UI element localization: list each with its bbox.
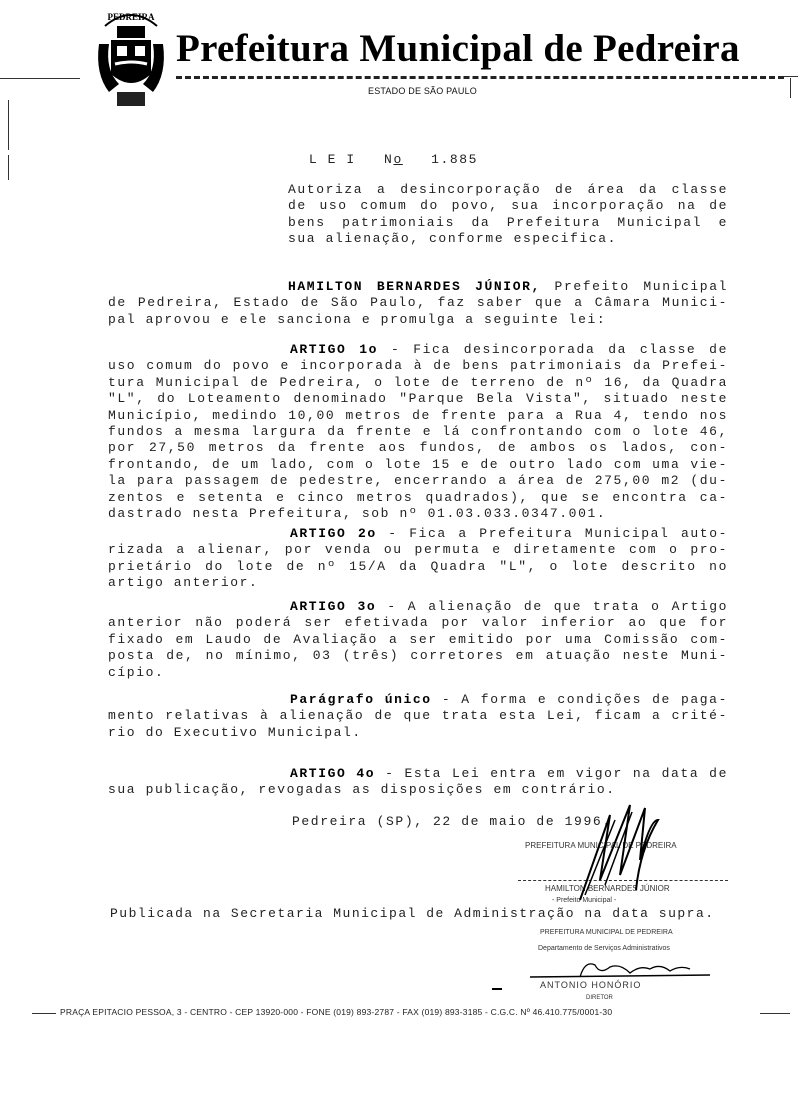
ementa-line: sua alienação, conforme especifica. [288, 231, 618, 247]
mayor-signature-role: - Prefeito Municipal - [552, 897, 617, 904]
article-3: ARTIGO 3o - A alienação de que trata o Artigo anterior não poderá ser efetivada por valor inferior ao que for fixado em Laudo de Avaliação a ser emitido por uma Comissão com- posta de, no mínimo, 03 (três) corretores em atuação neste Muni- cípio. [108, 599, 728, 680]
law-number-ordinal: o [393, 152, 403, 167]
article-heading: ARTIGO 2o [290, 526, 377, 541]
footer-rule-right [760, 1013, 790, 1014]
director-signature-role: DIRETOR [586, 995, 613, 1001]
margin-mark [8, 100, 9, 150]
director-stamp-1: PREFEITURA MUNICIPAL DE PEDREIRA [540, 929, 673, 936]
article-line: artigo anterior. [108, 575, 259, 591]
article-4: ARTIGO 4o - Esta Lei entra em vigor na data de sua publicação, revogadas as disposições em contrário. [108, 766, 728, 798]
article-line: la para passagem de pedestre, encerrando a área de 275,00 m2 (du- [108, 473, 728, 489]
article-line: Município, medindo 10,00 metros de frente para a Rua 4, tendo nos [108, 407, 728, 423]
publication-note: Publicada na Secretaria Municipal de Administração na data supra. [110, 906, 715, 921]
article-line: rio do Executivo Municipal. [108, 724, 362, 740]
sole-paragraph: Parágrafo único - A forma e condições de paga- mento relativas à alienação de que trata esta Lei, ficam a crité- rio do Executivo Municipal. [108, 692, 728, 740]
article-line: por 27,50 metros da frente aos fundos, de ambos os lados, con- [108, 440, 728, 456]
article-heading: ARTIGO 3o [290, 599, 377, 614]
article-line: zentos e setenta e cinco metros quadrados), que se encontra ca- [108, 489, 728, 505]
preamble: HAMILTON BERNARDES JÚNIOR, Prefeito Municipal de Pedreira, Estado de São Paulo, faz saber que a Câmara Munici- pal aprovou e ele sanciona e promulga a seguinte lei: [108, 279, 729, 327]
coat-of-arms-logo [95, 4, 167, 114]
ementa-line: bens patrimoniais da Prefeitura Municipal e [288, 214, 728, 230]
director-signature-name: ANTONIO HONÓRIO [540, 980, 642, 990]
stray-mark [492, 988, 502, 990]
date-line: Pedreira (SP), 22 de maio de 1996. [292, 814, 612, 829]
mayor-name: HAMILTON BERNARDES JÚNIOR, [288, 279, 541, 294]
article-line: anterior não poderá ser efetivada por valor inferior ao que for [108, 615, 728, 631]
article-heading: Parágrafo único [290, 692, 432, 707]
article-line: fundos a mesma largura da frente e lá confrontando com o lote 46, [108, 423, 728, 439]
article-line: sua publicação, revogadas as disposições em contrário. [108, 782, 616, 798]
law-number-prefix: L E I N [308, 152, 394, 167]
mayor-stamp: PREFEITURA MUNICIPAL DE PEDREIRA [525, 841, 677, 850]
preamble-line: pal aprovou e ele sanciona e promulga a seguinte lei: [108, 311, 607, 327]
footer-rule-left [32, 1013, 56, 1014]
article-line: fixado em Laudo de Avaliação a ser emitido por uma Comissão com- [108, 631, 728, 647]
article-line: cípio. [108, 664, 165, 680]
article-line: uso comum do povo e incorporada à de bens patrimoniais da Prefei- [108, 358, 728, 374]
letterhead-subtitle: ESTADO DE SÃO PAULO [368, 86, 477, 96]
ementa-line: de uso comum do povo, sua incorporação na de [288, 198, 728, 214]
article-line: posta de, no mínimo, 03 (três) corretores em atuação neste Muni- [108, 648, 728, 664]
law-number-value: 1.885 [431, 152, 479, 167]
ementa-line: Autoriza a desincorporação de área da classe [288, 182, 728, 197]
law-number [290, 137, 478, 167]
footer-address: PRAÇA EPITACIO PESSOA, 3 - CENTRO - CEP 13920-000 - FONE (019) 893-2787 - FAX (019) 893-3185 - C.G.C. Nº 46.410.775/0001-30 [60, 1007, 613, 1017]
letterhead-title: Prefeitura Municipal de Pedreira [176, 27, 740, 70]
article-2: ARTIGO 2o - Fica a Prefeitura Municipal auto- rizada a alienar, por venda ou permuta e diretamente com o pro- prietário do lote de nº 15/A da Quadra "L", o lote descrito no artigo anterior. [108, 526, 728, 591]
mayor-signature-name: HAMILTON BERNARDES JÚNIOR [545, 884, 670, 893]
article-line: mento relativas à alienação de que trata esta Lei, ficam a crité- [108, 708, 728, 724]
svg-text:PEDREIRA: PEDREIRA [107, 12, 155, 22]
article-line: rizada a alienar, por venda ou permuta e diretamente com o pro- [108, 542, 728, 558]
article-1: ARTIGO 1o - Fica desincorporada da classe de uso comum do povo e incorporada à de bens patrimoniais da Prefei- tura Municipal de Pedreira, o lote de terreno de nº 16, da Quadra "L", do Loteamento denominado "Parque Bela Vista", situado neste Município, medindo 10,00 metros de frente para a Rua 4, tendo nos fundos a mesma largura da frente e lá confrontando com o lote 46, por 27,50 metros da frente aos fundos, de ambos os lados, con- frontando, de um lado, com o lote 15 e de outro lado com uma vie- la para passagem de pedestre, encerrando a área de 275,00 m2 (du- zentos e setenta e cinco metros quadrados), que se encontra ca- dastrado nesta Prefeitura, sob nº 01.03.033.0347.001. [108, 342, 728, 521]
article-line: tura Municipal de Pedreira, o lote de terreno de nº 16, da Quadra [108, 374, 728, 390]
article-line: "L", do Loteamento denominado "Parque Bela Vista", situado neste [108, 391, 728, 407]
margin-mark [8, 155, 9, 180]
mayor-handwritten-signature [570, 800, 670, 915]
margin-mark [790, 78, 791, 98]
ementa [288, 182, 728, 248]
article-line: dastrado nesta Prefeitura, sob nº 01.03.033.0347.001. [108, 505, 607, 521]
article-heading: ARTIGO 4o [290, 766, 376, 781]
article-line: prietário do lote de nº 15/A da Quadra "L", o lote descrito no [108, 558, 728, 574]
margin-mark [0, 78, 80, 79]
title-divider [176, 76, 784, 79]
preamble-line: de Pedreira, Estado de São Paulo, faz saber que a Câmara Munici- [108, 295, 728, 311]
article-heading: ARTIGO 1o [290, 342, 379, 357]
title-divider-right [784, 76, 798, 77]
director-stamp-2: Departamento de Serviços Administrativos [538, 945, 670, 952]
article-line: frontando, de um lado, com o lote 15 e de outro lado com uma vie- [108, 456, 728, 472]
